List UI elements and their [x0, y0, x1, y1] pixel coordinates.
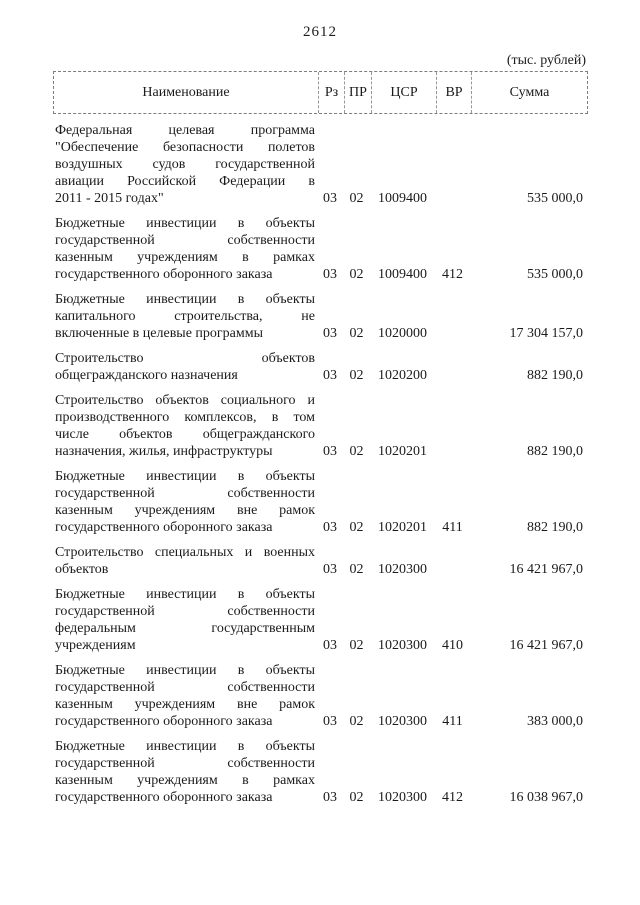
cell-rz: 03 — [323, 267, 337, 282]
name-line: государственного оборонного заказа — [55, 790, 273, 805]
name-line: государственной собственности — [55, 233, 315, 248]
cell-sum: 535 000,0 — [527, 267, 583, 282]
cell-name — [53, 122, 317, 207]
name-line: производственного комплексов, в том — [55, 410, 315, 425]
table-row — [53, 544, 588, 578]
cell-sum: 882 190,0 — [527, 520, 583, 535]
name-line: Федеральная целевая программа — [55, 123, 315, 138]
cell-csr: 1009400 — [378, 267, 427, 282]
cell-name — [53, 291, 317, 342]
table-row — [53, 392, 588, 460]
cell-csr: 1020300 — [378, 790, 427, 805]
name-line: воздушных судов государственной — [55, 157, 315, 172]
cell-rz: 03 — [323, 368, 337, 383]
table-header-row — [53, 71, 588, 114]
name-line: казенным учреждениям в рамках — [55, 773, 315, 788]
name-line: авиации Российской Федерации в — [55, 174, 315, 189]
cell-pr: 02 — [349, 368, 364, 383]
name-line: учреждениям — [55, 638, 136, 653]
cell-name — [53, 586, 317, 654]
cell-vr: 411 — [442, 714, 463, 729]
cell-pr: 02 — [349, 326, 364, 341]
cell-vr: 412 — [442, 267, 463, 282]
name-line: общегражданского назначения — [55, 368, 238, 383]
name-line: Бюджетные инвестиции в объекты — [55, 469, 315, 484]
column-header-rz: Рз — [318, 72, 344, 113]
cell-csr: 1020000 — [378, 326, 427, 341]
cell-pr: 02 — [349, 562, 364, 577]
name-line: Бюджетные инвестиции в объекты — [55, 587, 315, 602]
page-number: 2612 — [303, 24, 337, 40]
cell-csr: 1020201 — [378, 444, 427, 459]
name-line: государственной собственности — [55, 756, 315, 771]
cell-pr: 02 — [349, 714, 364, 729]
cell-csr: 1020200 — [378, 368, 427, 383]
table-row — [53, 291, 588, 342]
name-line: "Обеспечение безопасности полетов — [55, 140, 315, 155]
name-line: капитального строительства, не — [55, 309, 315, 324]
cell-name — [53, 215, 317, 283]
cell-vr: 410 — [442, 638, 463, 653]
name-line: государственного оборонного заказа — [55, 520, 273, 535]
table-body — [53, 122, 588, 806]
cell-pr: 02 — [349, 191, 364, 206]
budget-table — [53, 71, 588, 806]
cell-sum: 535 000,0 — [527, 191, 583, 206]
table-row — [53, 122, 588, 207]
table-row — [53, 662, 588, 730]
cell-pr: 02 — [349, 520, 364, 535]
cell-csr: 1009400 — [378, 191, 427, 206]
cell-rz: 03 — [323, 444, 337, 459]
table-row — [53, 350, 588, 384]
column-header-vr: ВР — [436, 72, 471, 113]
cell-rz: 03 — [323, 326, 337, 341]
table-row — [53, 468, 588, 536]
name-line: государственного оборонного заказа — [55, 714, 273, 729]
cell-name — [53, 392, 317, 460]
cell-pr: 02 — [349, 638, 364, 653]
cell-sum: 16 421 967,0 — [509, 638, 583, 653]
cell-csr: 1020300 — [378, 714, 427, 729]
cell-rz: 03 — [323, 714, 337, 729]
cell-rz: 03 — [323, 562, 337, 577]
cell-csr: 1020300 — [378, 638, 427, 653]
cell-csr: 1020300 — [378, 562, 427, 577]
units-note: (тыс. рублей) — [506, 53, 586, 68]
name-line: казенным учреждениям в рамках — [55, 250, 315, 265]
cell-name — [53, 738, 317, 806]
table-row — [53, 215, 588, 283]
name-line: 2011 - 2015 годах" — [55, 191, 164, 206]
cell-pr: 02 — [349, 790, 364, 805]
table-row — [53, 738, 588, 806]
cell-name — [53, 544, 317, 578]
name-line: включенные в целевые программы — [55, 326, 264, 341]
name-line: Бюджетные инвестиции в объекты — [55, 292, 315, 307]
cell-sum: 882 190,0 — [527, 368, 583, 383]
cell-pr: 02 — [349, 444, 364, 459]
cell-pr: 02 — [349, 267, 364, 282]
name-line: федеральным государственным — [55, 621, 315, 636]
cell-name — [53, 662, 317, 730]
column-header-csr: ЦСР — [371, 72, 436, 113]
cell-csr: 1020201 — [378, 520, 427, 535]
column-header-name: Наименование — [142, 84, 230, 100]
cell-vr: 412 — [442, 790, 463, 805]
name-line: государственной собственности — [55, 680, 315, 695]
name-line: государственного оборонного заказа — [55, 267, 273, 282]
name-line: Бюджетные инвестиции в объекты — [55, 663, 315, 678]
name-line: Бюджетные инвестиции в объекты — [55, 216, 315, 231]
name-line: казенным учреждениям вне рамок — [55, 697, 315, 712]
cell-sum: 882 190,0 — [527, 444, 583, 459]
cell-rz: 03 — [323, 520, 337, 535]
cell-rz: 03 — [323, 191, 337, 206]
name-line: казенным учреждениям вне рамок — [55, 503, 315, 518]
name-line: объектов — [55, 562, 109, 577]
name-line: Строительство специальных и военных — [55, 545, 315, 560]
name-line: государственной собственности — [55, 604, 315, 619]
cell-vr: 411 — [442, 520, 463, 535]
cell-sum: 17 304 157,0 — [509, 326, 583, 341]
cell-name — [53, 468, 317, 536]
name-line: числе объектов общегражданского — [55, 427, 315, 442]
name-line: Бюджетные инвестиции в объекты — [55, 739, 315, 754]
cell-sum: 16 038 967,0 — [509, 790, 583, 805]
cell-rz: 03 — [323, 638, 337, 653]
name-line: Строительство объектов — [55, 351, 315, 366]
cell-name — [53, 350, 317, 384]
column-header-sum: Сумма — [471, 72, 587, 113]
cell-sum: 383 000,0 — [527, 714, 583, 729]
cell-rz: 03 — [323, 790, 337, 805]
name-line: назначения, жилья, инфраструктуры — [55, 444, 273, 459]
cell-sum: 16 421 967,0 — [509, 562, 583, 577]
column-header-pr: ПР — [344, 72, 371, 113]
table-row — [53, 586, 588, 654]
name-line: Строительство объектов социального и — [55, 393, 315, 408]
name-line: государственной собственности — [55, 486, 315, 501]
